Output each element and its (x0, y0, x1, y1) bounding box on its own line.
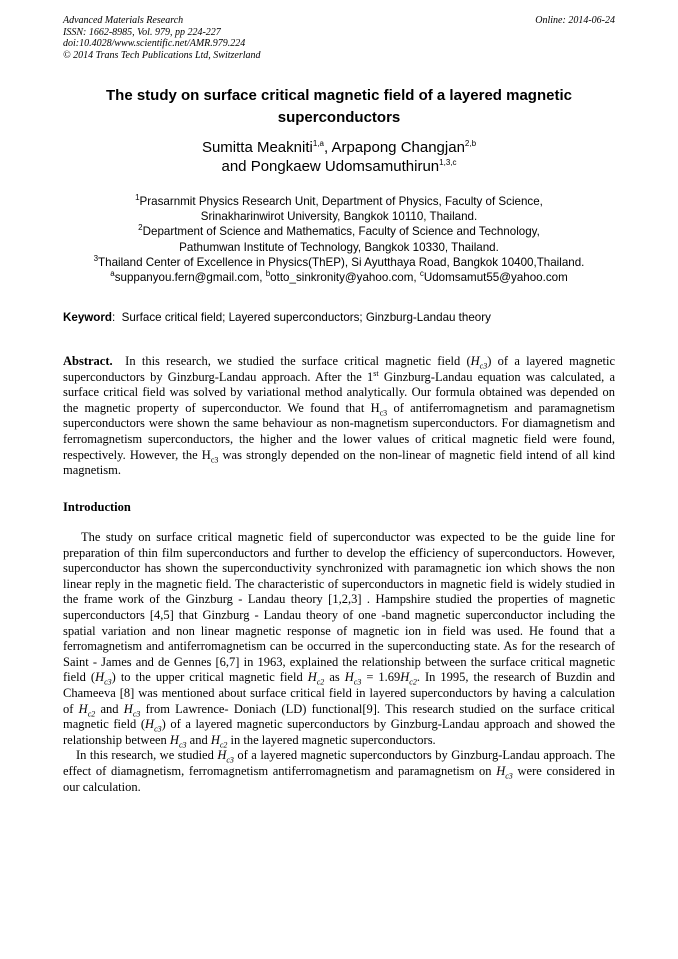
hc2-symbol: $H_{c2}$ (78, 701, 96, 719)
abstract (63, 354, 615, 479)
affil-text: Prasarnmit Physics Research Unit, Department of Physics, Faculty of Science, (139, 195, 543, 208)
hc3-symbol: $H_{c3}$ (169, 732, 187, 750)
email-mark: b (265, 269, 271, 279)
affil-text: Department of Science and Mathematics, Faculty of Science and Technology, (142, 225, 540, 239)
keyword-text: Surface critical field; Layered superconductors; Ginzburg-Landau theory (121, 311, 491, 324)
paper-title: The study on surface critical magnetic field of a layered magnetic superconductors (106, 87, 572, 126)
affiliation-line (40, 194, 638, 209)
author-name: Sumitta Meakniti (201, 139, 313, 156)
author-affil-sup: 2,b (464, 139, 477, 148)
abstract-text: In this research, we studied the surface critical magnetic field ( (125, 354, 471, 368)
affiliations (40, 194, 638, 285)
keyword-label: Keyword (63, 311, 112, 324)
affil-number: 1 (135, 193, 140, 203)
hc3-equation: $H_{c3} = 1.69H_{c2}$ (344, 670, 417, 687)
abstract-text: was strongly depended on the non-linear of magnetic field intend of all kind magnetism. (63, 447, 616, 478)
affiliation-line (40, 255, 638, 270)
hc3-symbol: $H_{c3}$ (95, 670, 112, 687)
email-mark: c (419, 269, 424, 279)
email-mark: a (110, 269, 115, 279)
email-link[interactable]: suppanyou.fern@gmail.com (114, 271, 260, 285)
journal-masthead (63, 15, 615, 61)
abstract-text: of antiferromagnetism and paramagnetism superconductors were shown the same behaviour as non-magnetism superconductors. For diamagnetism and ferromagnetism superconductors, the higher and the lower values of critical magnetic field were found, respectively. However, the H (63, 400, 615, 462)
hc3-symbol: $H_{c3}$ (496, 763, 513, 781)
subscript: c3 (210, 455, 219, 465)
author-conjunction: and (221, 158, 247, 175)
affiliation-line (40, 224, 638, 239)
hc3-symbol: $H_{c3}$ (470, 354, 488, 371)
affiliation-line (40, 209, 638, 224)
author-name: Arpapong Changjan (331, 139, 465, 156)
paragraph: The study on surface critical magnetic field of superconductor was expected to be the guide line for preparation of thin film superconductors and further to develop the efficiency of superconductors. However, superconductor has shown the superconductivity synchronized with paramagnetic ion which shows the non linear reply in the magnetic field. The characteristic of superconductors in magnetic field is widely studied in the frame work of the Ginzburg - Landau theory [1,2,3] . Hampshire studied the properties of magnetic superconductors [4,5] that Ginzburg - Landau theory of one -band magnetic superconductor including the spatial variation and non linear magnetic response of magnetic ion in field was used. He found that a ferromagnetism and antiferromagnetism can be occurred in the superconducting state. As for the research of Saint - James and de Gennes [6,7] in 1963, explained the relationship between the surface critical magnetic field $(H_{c3})$ to the upper critical magnetic field $H_{c2}$ as $H_{c3} = 1.69H_{c2}$. In 1995, the research of Buzdin and Chameeva [8] was mentioned about surface critical field in layered superconductors by having a calculation of $H_{c2}$ and $H_{c3}$ from Lawrence- Doniach (LD) functional[9]. This research studied on the surface critical magnetic field $(H_{c3})$ of a layered magnetic superconductors by Ginzburg-Landau approach and showed the relationship between $H_{c3}$ and $H_{c2}$ in the layered magnetic superconductors. (63, 530, 615, 750)
paragraph: In this research, we studied $H_{c3}$ of a layered magnetic superconductors by Ginzburg-Landau approach. The effect of diamagnetism, ferromagnetism antiferromagnetism and paramagnetism on $H_{c3}$ were considered in our calculation. (63, 748, 615, 794)
hc3-symbol: $H_{c3}$ (123, 701, 141, 719)
author-name: Pongkaew Udomsamuthirun (250, 158, 440, 175)
abstract-text: Ginzburg-Landau equation was calculated, a surface critical field was solved by variational method analytically. Our formula obtained was depended on the magnetic property of superconductor. We found that H (63, 369, 615, 415)
hc2-symbol: $H_{c2}$ (210, 732, 228, 750)
abstract-text: ) of a layered magnetic superconductors by Ginzburg-Landau approach. After the 1 (63, 354, 615, 384)
email-line: $^a$suppanyou.fern@gmail.com, $^b$otto_sinkronity@yahoo.com, $^c$Udomsamut55@yahoo.com (110, 269, 568, 285)
journal-name: Advanced Materials Research (63, 15, 184, 26)
affil-text: Pathumwan Institute of Technology, Bangkok 10330, Thailand. (179, 240, 499, 254)
copyright-line: © 2014 Trans Tech Publications Ltd, Switzerland (63, 49, 261, 61)
affil-text: Srinakharinwirot University, Bangkok 10110, Thailand. (200, 210, 478, 224)
ordinal-sup: st (373, 368, 379, 378)
email-link[interactable]: Udomsamut55@yahoo.com (423, 271, 568, 285)
keywords: Keyword: Surface critical field; Layered superconductors; Ginzburg-Landau theory (63, 311, 491, 324)
doi-line: doi:10.4028/www.scientific.net/AMR.979.224 (63, 38, 246, 49)
author-line-1: Sumitta Meakniti$^{1,a}$, Arpapong Changjan$^{2,b}$ (201, 139, 477, 156)
author-affil-sup: 1,a (312, 139, 324, 148)
hc2-symbol: $H_{c2}$ (307, 670, 325, 687)
author-line-2 (63, 157, 615, 176)
introduction-body (63, 530, 615, 795)
section-heading-introduction: Introduction (63, 500, 131, 514)
affil-text: Thailand Center of Excellence in Physics(ThEP), Si Ayutthaya Road, Bangkok 10400,Thailand. (98, 255, 585, 269)
email-link[interactable]: otto_sinkronity@yahoo.com (270, 271, 414, 285)
author-list (63, 138, 615, 176)
online-date: Online: 2014-06-24 (535, 15, 615, 26)
subscript: c3 (379, 408, 388, 418)
affil-number: 2 (138, 223, 143, 233)
hc3-symbol: $H_{c3}$ (145, 717, 162, 734)
issn-line: ISSN: 1662-8985, Vol. 979, pp 224-227 (63, 26, 221, 38)
affil-number: 3 (93, 253, 99, 263)
hc3-symbol: $H_{c3}$ (217, 748, 234, 765)
affiliation-line (40, 240, 638, 255)
abstract-label: Abstract. (63, 354, 113, 368)
author-affil-sup: 1,3,c (439, 158, 457, 167)
